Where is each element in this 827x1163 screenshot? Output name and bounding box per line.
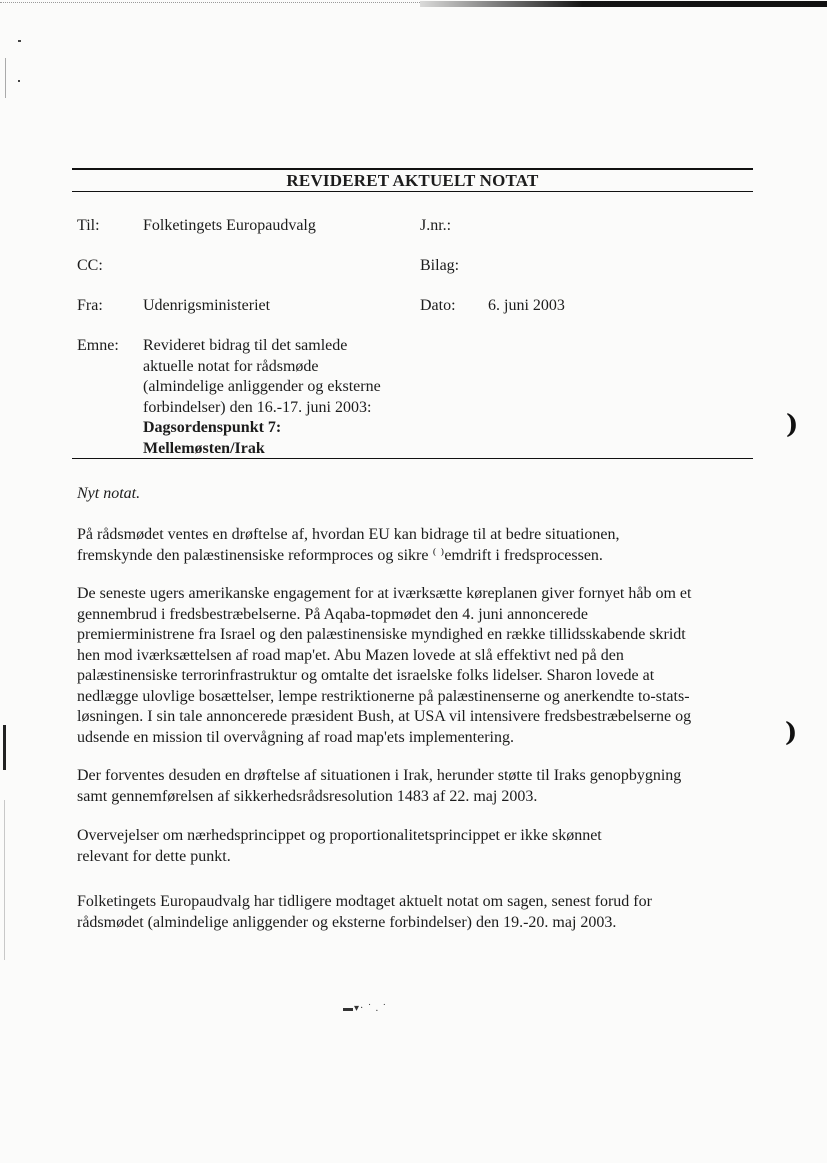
emne-line: (almindelige anliggender og eksterne [143, 378, 381, 395]
text-line: palæstinensiske terrorinfrastruktur og omtalte det israelske folks lidelser. Sharon lovede at [77, 667, 655, 684]
margin-mark [18, 40, 21, 42]
document-title: REVIDERET AKTUELT NOTAT [286, 171, 539, 190]
header-rule-under-title [72, 191, 753, 192]
text-line: Folketingets Europaudvalg har tidligere modtaget aktuelt notat om sagen, senest forud for [77, 893, 652, 910]
header-rule-top [72, 168, 753, 170]
text-line: De seneste ugers amerikanske engagement for at iværksætte køreplanen giver fornyet håb om et [77, 585, 692, 602]
jnr-label: J.nr.: [420, 217, 452, 234]
text-line: På rådsmødet ventes en drøftelse af, hvordan EU kan bidrage til at bedre situationen, [77, 526, 620, 543]
text-line: fremskynde den palæstinensiske reformproces og sikre ⁽ ⁾emdrift i fredsprocessen. [77, 546, 603, 564]
header-rule-bottom [72, 458, 753, 459]
til-label: Til: [77, 217, 100, 234]
scan-speck: ▬▾· ˙ . ˙ [343, 1003, 388, 1014]
fra-value: Udenrigsministeriet [143, 297, 271, 314]
emne-line: aktuelle notat for rådsmøde [143, 357, 319, 375]
paragraph-1 [77, 525, 757, 566]
text-line: nedlægge ulovlige bosættelser, lempe restriktionerne på palæstinenserne og anerkendte to-stats- [77, 687, 690, 705]
note-label: Nyt notat. [77, 485, 141, 502]
scan-dots [0, 2, 420, 4]
text-line: rådsmødet (almindelige anliggender og eksterne forbindelser) den 19.-20. maj 2003. [77, 913, 617, 931]
margin-mark [18, 80, 20, 82]
til-value: Folketingets Europaudvalg [143, 217, 316, 234]
text-line: udsende en mission til overvågning af road map'ets implementering. [77, 728, 514, 746]
agenda-item: Dagsordenspunkt 7: [143, 419, 282, 436]
paragraph-2 [77, 584, 757, 748]
agenda-topic: Mellemøsten/Irak [143, 439, 265, 457]
text-line: Der forventes desuden en drøftelse af situationen i Irak, herunder støtte til Iraks genopbygning [77, 767, 682, 784]
cc-label: CC: [77, 257, 103, 274]
text-line: premierministrene fra Israel og den palæstinensiske myndighed en række tillidsskabende skridt [77, 626, 686, 643]
scan-bar [420, 1, 827, 7]
margin-mark [4, 800, 5, 960]
punch-mark: ) [785, 718, 798, 748]
text-line: relevant for dette punkt. [77, 847, 231, 865]
fra-label: Fra: [77, 297, 103, 314]
text-line: hen mod iværksættelsen af road map'et. Abu Mazen lovede at slå effektivt ned på den [77, 646, 624, 664]
paragraph-4 [77, 826, 757, 867]
margin-mark [3, 725, 6, 770]
text-line: Overvejelser om nærhedsprincippet og proportionalitetsprincippet er ikke skønnet [77, 827, 602, 844]
bilag-label: Bilag: [420, 257, 460, 274]
punch-mark: ) [786, 410, 799, 440]
text-line: løsningen. I sin tale annoncerede præsident Bush, at USA vil intensivere fredsbestræbelserne og [77, 708, 692, 725]
text-line: samt gennemførelsen af sikkerhedsrådsresolution 1483 af 22. maj 2003. [77, 787, 538, 805]
scan-edge [0, 0, 827, 9]
emne-value [143, 336, 413, 459]
paragraph-3 [77, 766, 757, 807]
emne-line: forbindelser) den 16.-17. juni 2003: [143, 398, 372, 416]
paragraph-5 [77, 892, 757, 933]
emne-line: Revideret bidrag til det samlede [143, 337, 348, 354]
dato-label: Dato: [420, 297, 456, 314]
dato-value: 6. juni 2003 [488, 297, 565, 314]
text-line: gennembrud i fredsbestræbelserne. På Aqaba-topmødet den 4. juni annoncerede [77, 605, 588, 623]
margin-mark [5, 58, 6, 98]
emne-label: Emne: [77, 337, 119, 354]
